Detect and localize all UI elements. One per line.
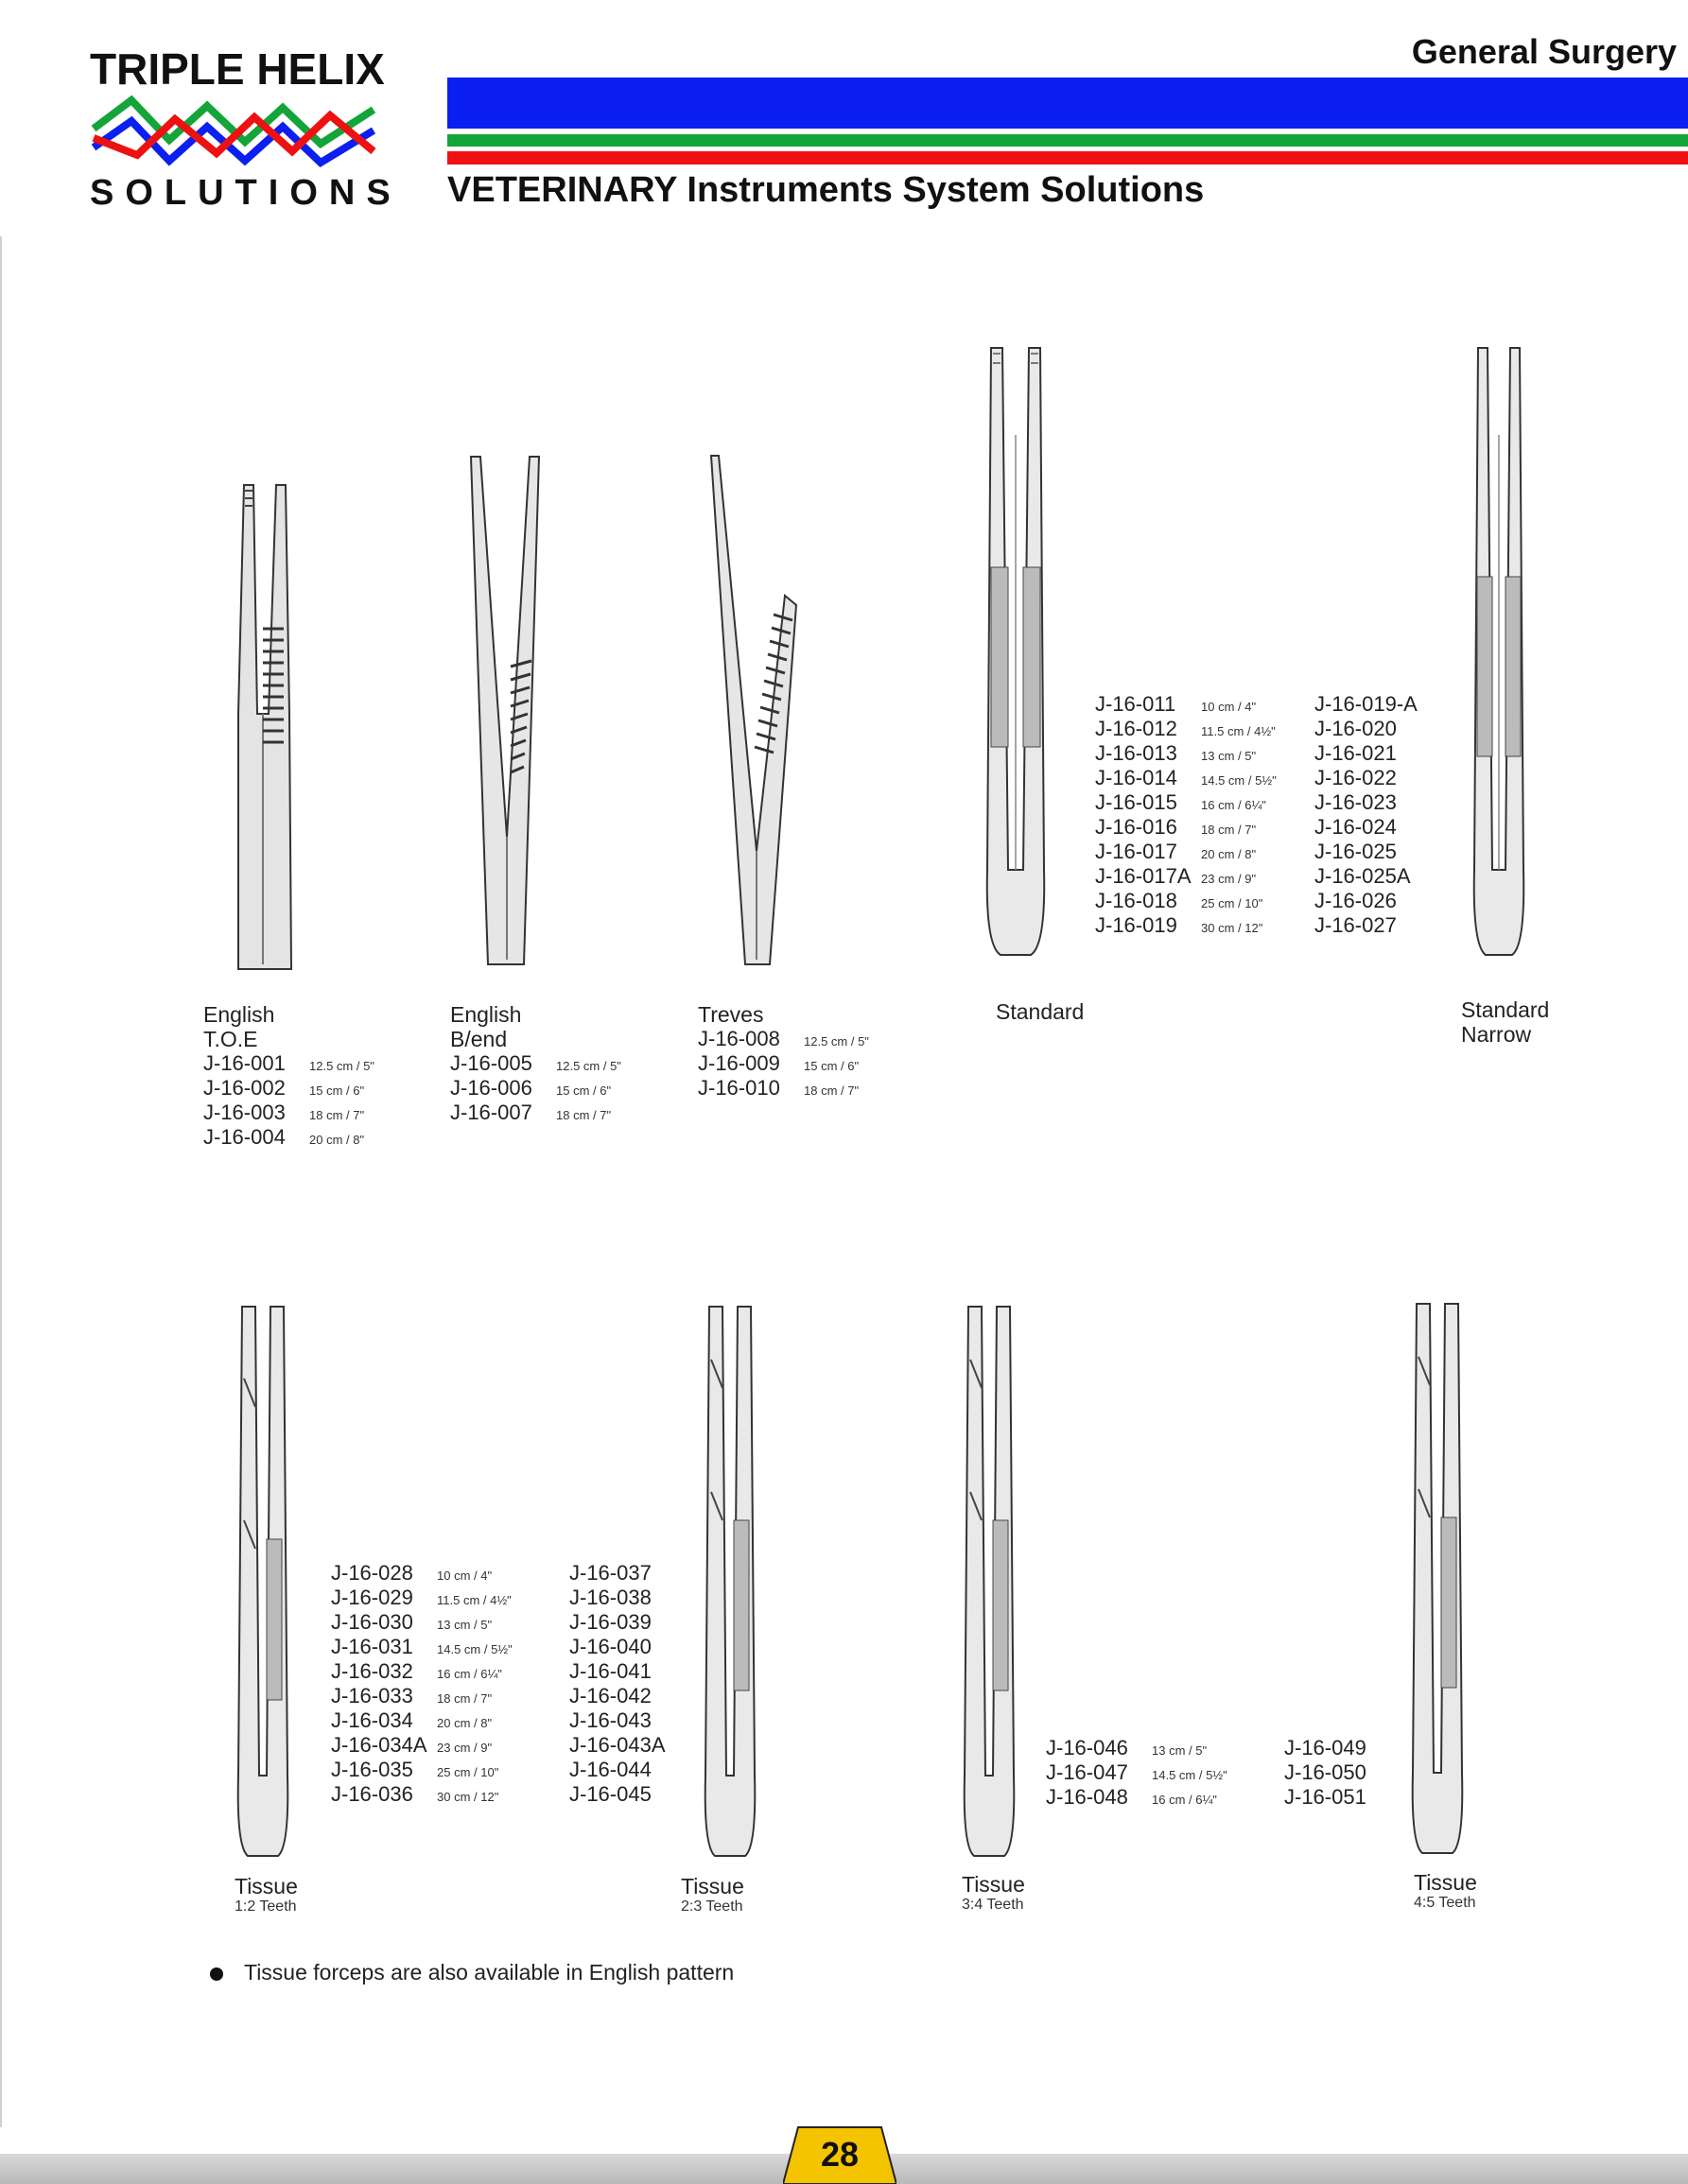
table-row: J-16-029 11.5 cm / 4½" J-16-038 [331, 1586, 652, 1609]
catalog-item: J-16-004 20 cm / 8" [203, 1125, 365, 1149]
tissue-name: Tissue [962, 1872, 1025, 1897]
table-row: J-16-013 13 cm / 5" J-16-021 [1095, 741, 1397, 765]
standard-narrow-type: Narrow [1461, 1022, 1532, 1047]
table-row: J-16-014 14.5 cm / 5½" J-16-022 [1095, 766, 1397, 789]
tissue-4-5-forceps-image [1409, 1300, 1466, 1858]
catalog-item: J-16-006 15 cm / 6" [450, 1076, 612, 1100]
catalog-item: J-16-005 12.5 cm / 5" [450, 1051, 621, 1075]
header-band-green [447, 134, 1688, 147]
tissue-2-3-forceps-image [702, 1303, 758, 1861]
catalog-item: J-16-010 18 cm / 7" [698, 1076, 860, 1100]
tissue-teeth: 3:4 Teeth [962, 1897, 1024, 1913]
bullet-icon [210, 1967, 223, 1981]
table-row: J-16-046 13 cm / 5" J-16-049 [1046, 1736, 1366, 1759]
standard-label: Standard [996, 999, 1085, 1024]
english-toe-label [203, 1002, 374, 1150]
document-subtitle: VETERINARY Instruments System Solutions [447, 170, 1205, 210]
table-row: J-16-035 25 cm / 10" J-16-044 [331, 1758, 652, 1781]
table-row: J-16-019 30 cm / 12" J-16-027 [1095, 913, 1397, 937]
table-row: J-16-011 10 cm / 4" J-16-019-A [1095, 692, 1418, 716]
table-row: J-16-034A 23 cm / 9" J-16-043A [331, 1733, 666, 1757]
table-row: J-16-017 20 cm / 8" J-16-025 [1095, 840, 1397, 863]
catalog-item: J-16-007 18 cm / 7" [450, 1101, 612, 1124]
tissue-2-3-label [681, 1874, 744, 1915]
standard-narrow-name: Standard [1461, 997, 1550, 1022]
catalog-item: J-16-008 12.5 cm / 5" [698, 1027, 869, 1050]
table-row: J-16-048 16 cm / 6¼" J-16-051 [1046, 1785, 1366, 1809]
english-toe-type: T.O.E [203, 1027, 258, 1051]
tissue-3-4-label [962, 1872, 1025, 1914]
standard-size-table [1095, 692, 1418, 938]
table-row: J-16-018 25 cm / 10" J-16-026 [1095, 889, 1397, 912]
table-row: J-16-015 16 cm / 6¼" J-16-023 [1095, 790, 1397, 814]
header-band-red [447, 151, 1688, 165]
tissue-4-5-label [1414, 1870, 1477, 1912]
note-text: Tissue forceps are also available in English pattern [244, 1960, 735, 1985]
catalog-item: J-16-009 15 cm / 6" [698, 1051, 860, 1075]
brand-title: TRIPLE HELIX [90, 44, 385, 94]
table-row: J-16-017A 23 cm / 9" J-16-025A [1095, 864, 1411, 888]
english-toe-forceps-image [236, 477, 293, 969]
tissue-a-size-table [331, 1561, 666, 1807]
catalog-item: J-16-002 15 cm / 6" [203, 1076, 365, 1100]
english-bend-type: B/end [450, 1027, 508, 1051]
table-row: J-16-036 30 cm / 12" J-16-045 [331, 1782, 652, 1806]
tissue-b-size-table [1046, 1736, 1366, 1810]
document-category: General Surgery [1411, 32, 1677, 71]
tissue-name: Tissue [681, 1874, 744, 1898]
availability-note [210, 1960, 734, 1985]
english-bend-label [450, 1002, 621, 1125]
table-row: J-16-031 14.5 cm / 5½" J-16-040 [331, 1635, 652, 1658]
table-row: J-16-033 18 cm / 7" J-16-042 [331, 1684, 652, 1707]
helix-logo-icon [90, 93, 383, 168]
english-toe-name: English [203, 1002, 275, 1027]
table-row: J-16-034 20 cm / 8" J-16-043 [331, 1708, 652, 1732]
standard-forceps-image [983, 340, 1050, 964]
table-row: J-16-012 11.5 cm / 4½" J-16-020 [1095, 717, 1397, 740]
tissue-name: Tissue [1414, 1870, 1477, 1895]
table-row: J-16-047 14.5 cm / 5½" J-16-050 [1046, 1760, 1366, 1784]
table-row: J-16-016 18 cm / 7" J-16-024 [1095, 815, 1397, 839]
tissue-1-2-forceps-image [235, 1303, 291, 1861]
tissue-1-2-label [235, 1874, 298, 1915]
tissue-teeth: 2:3 Teeth [681, 1898, 743, 1915]
tissue-teeth: 4:5 Teeth [1414, 1895, 1476, 1911]
header-band-blue [447, 78, 1688, 129]
english-bend-forceps-image [469, 449, 545, 964]
treves-name: Treves [698, 1002, 764, 1027]
page-number: 28 [820, 2135, 860, 2174]
catalog-item: J-16-001 12.5 cm / 5" [203, 1051, 374, 1075]
brand-subtitle: SOLUTIONS [90, 173, 402, 213]
tissue-3-4-forceps-image [961, 1303, 1018, 1861]
standard-narrow-forceps-image [1470, 340, 1527, 964]
table-row: J-16-032 16 cm / 6¼" J-16-041 [331, 1659, 652, 1683]
tissue-teeth: 1:2 Teeth [235, 1898, 297, 1915]
table-row: J-16-030 13 cm / 5" J-16-039 [331, 1610, 652, 1634]
standard-narrow-label [1461, 997, 1549, 1047]
catalog-item: J-16-003 18 cm / 7" [203, 1101, 365, 1124]
treves-label [698, 1002, 869, 1101]
table-row: J-16-028 10 cm / 4" J-16-037 [331, 1561, 652, 1585]
treves-forceps-image [709, 454, 804, 964]
english-bend-name: English [450, 1002, 522, 1027]
tissue-name: Tissue [235, 1874, 298, 1898]
